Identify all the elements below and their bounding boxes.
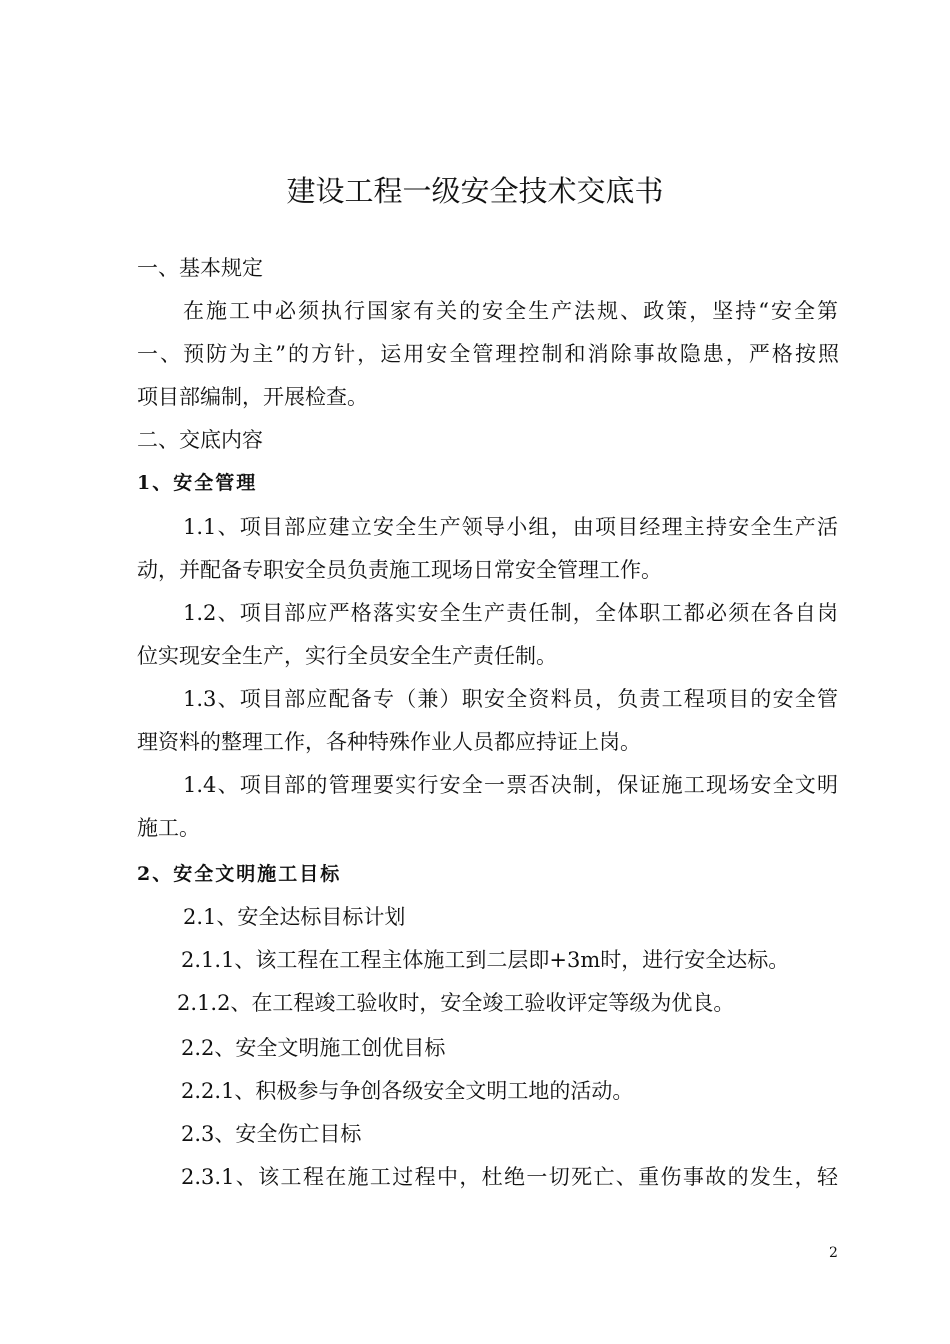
subsection-heading-safety-management: 1、安全管理: [137, 472, 258, 494]
paragraph-line: 2.1.2、在工程竣工验收时，安全竣工验收评定等级为优良。: [177, 991, 735, 1015]
paragraph-line: 2.1.1、该工程在工程主体施工到二层即+3m时，进行安全达标。: [181, 948, 790, 972]
document-title: 建设工程一级安全技术交底书: [286, 174, 664, 208]
paragraph-line: 1.4、项目部的管理要实行安全一票否决制，保证施工现场安全文明: [183, 773, 838, 797]
paragraph-line: 2.3、安全伤亡目标: [181, 1122, 362, 1146]
paragraph-line: 在施工中必须执行国家有关的安全生产法规、政策，坚持“安全第: [183, 299, 838, 323]
subsection-heading-civilized-construction-goals: 2、安全文明施工目标: [137, 863, 342, 885]
paragraph-line: 施工。: [137, 816, 200, 840]
page-number: 2: [829, 1245, 838, 1261]
paragraph-line: 项目部编制，开展检查。: [137, 385, 368, 409]
section-heading-basic-rules: 一、基本规定: [137, 256, 263, 280]
paragraph-line: 2.2.1、积极参与争创各级安全文明工地的活动。: [181, 1079, 634, 1103]
paragraph-line: 2.1、安全达标目标计划: [183, 905, 406, 929]
paragraph-line: 1.1、项目部应建立安全生产领导小组，由项目经理主持安全生产活: [183, 515, 838, 539]
paragraph-line: 2.3.1、该工程在施工过程中，杜绝一切死亡、重伤事故的发生，轻: [181, 1165, 838, 1189]
paragraph-line: 动，并配备专职安全员负责施工现场日常安全管理工作。: [137, 558, 662, 582]
paragraph-line: 1.2、项目部应严格落实安全生产责任制，全体职工都必须在各自岗: [183, 601, 838, 625]
paragraph-line: 理资料的整理工作，各种特殊作业人员都应持证上岗。: [137, 730, 641, 754]
paragraph-line: 1.3、项目部应配备专（兼）职安全资料员，负责工程项目的安全管: [183, 687, 838, 711]
paragraph-line: 位实现安全生产，实行全员安全生产责任制。: [137, 644, 557, 668]
section-heading-content: 二、交底内容: [137, 428, 263, 452]
paragraph-line: 2.2、安全文明施工创优目标: [181, 1036, 446, 1060]
paragraph-line: 一、预防为主”的方针，运用安全管理控制和消除事故隐患，严格按照: [137, 342, 839, 366]
